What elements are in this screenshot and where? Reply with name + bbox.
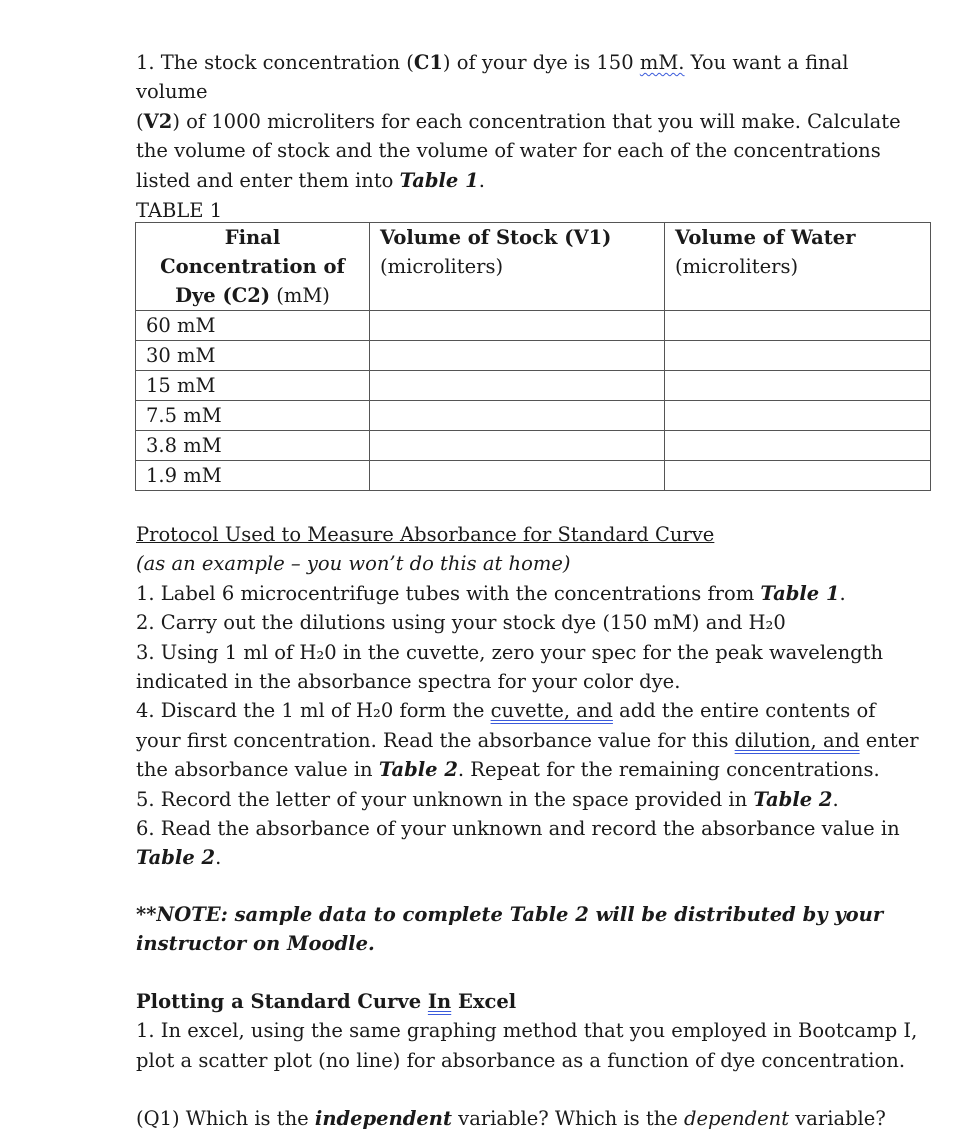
cuvette-and: cuvette, and (490, 699, 613, 723)
table2-ref: Table 2 (136, 846, 216, 870)
text-run: ) of 1000 microliters for each concentration that you will make. Calculate the volume of stock and the volume of water for each of the concentrations listed and enter them into (136, 109, 901, 192)
text-run: ) of your dye is 150 (442, 51, 640, 74)
concentration-cell: 3.8 mM (136, 431, 370, 461)
question-1 (136, 1104, 926, 1133)
water-volume-cell[interactable] (665, 371, 931, 401)
table-row (136, 431, 931, 461)
table2-ref: Table 2 (378, 758, 458, 782)
protocol-step-1: 1. Label 6 microcentrifuge tubes with the concentrations from Table 1. (136, 581, 846, 605)
text-run: ( (136, 109, 144, 133)
text-run: 1. The stock concentration ( (136, 51, 414, 74)
table2-ref: Table 2 (753, 787, 833, 811)
independent-word: independent (314, 1107, 452, 1130)
protocol-step-5: 5. Record the letter of your unknown in the space provided in Table 2. (136, 787, 839, 811)
table1-caption: TABLE 1 (136, 199, 223, 222)
question-1-text: (Q1) Which is the independent variable? Which is the dependent variable? (136, 1107, 886, 1130)
water-volume-cell[interactable] (665, 461, 931, 491)
plotting-step-1: 1. In excel, using the same graphing method that you employed in Bootcamp I, plot a scatter plot (no line) for absorbance as a function of dye concentration. (136, 1019, 918, 1072)
stock-volume-cell[interactable] (370, 431, 665, 461)
concentration-cell: 7.5 mM (136, 401, 370, 431)
table-header-row (136, 223, 931, 311)
protocol-step-2: 2. Carry out the dilutions using your stock dye (150 mM) and H₂0 (136, 611, 786, 635)
step1-text (136, 48, 926, 195)
header-final-concentration: Final Concentration of Dye (C2) (mM) (136, 223, 370, 311)
stock-volume-cell[interactable] (370, 311, 665, 341)
v2-label: V2 (143, 109, 173, 133)
table-row (136, 311, 931, 341)
stock-volume-cell[interactable] (370, 341, 665, 371)
protocol-subtitle: (as an example – you won’t do this at home) (136, 552, 571, 576)
mm-unit: mM. (639, 51, 685, 74)
protocol-step-4: 4. Discard the 1 ml of H₂0 form the cuvette, and add the entire contents of your first concentration. Read the absorbance value for this dilution, and enter the absorbance value in Table 2. Repeat for the remaining concentrations. (136, 699, 919, 782)
water-volume-cell[interactable] (665, 311, 931, 341)
table1-ref: Table 1 (760, 581, 840, 605)
text-run: . (478, 168, 485, 192)
dilution-and: dilution, and (734, 728, 860, 752)
protocol-title: Protocol Used to Measure Absorbance for Standard Curve (136, 523, 715, 546)
plotting-title: Plotting a Standard Curve In Excel (136, 990, 517, 1013)
intro-paragraph (136, 48, 926, 195)
table-row (136, 371, 931, 401)
concentration-cell: 30 mM (136, 341, 370, 371)
protocol-section (136, 520, 926, 873)
water-volume-cell[interactable] (665, 341, 931, 371)
protocol-step-3: 3. Using 1 ml of H₂0 in the cuvette, zero your spec for the peak wavelength indicated in the absorbance spectra for your color dye. (136, 640, 884, 694)
table-row (136, 341, 931, 371)
water-volume-cell[interactable] (665, 431, 931, 461)
in-word: In (427, 990, 452, 1013)
concentration-cell: 60 mM (136, 311, 370, 341)
header-volume-stock: Volume of Stock (V1) (microliters) (370, 223, 665, 311)
c1-label: C1 (413, 51, 443, 74)
table-row (136, 401, 931, 431)
concentration-cell: 15 mM (136, 371, 370, 401)
protocol-step-6: 6. Read the absorbance of your unknown and record the absorbance value in Table 2. (136, 817, 900, 870)
text-run: You want a final volume (136, 51, 849, 104)
note-text: **NOTE: sample data to complete Table 2 will be distributed by your instructor on Moodle. (136, 903, 884, 956)
table1 (135, 222, 931, 491)
stock-volume-cell[interactable] (370, 371, 665, 401)
water-volume-cell[interactable] (665, 401, 931, 431)
note-section (136, 900, 926, 959)
concentration-cell: 1.9 mM (136, 461, 370, 491)
stock-volume-cell[interactable] (370, 401, 665, 431)
plotting-section (136, 987, 926, 1075)
table1-ref: Table 1 (399, 168, 479, 192)
table-row (136, 461, 931, 491)
header-volume-water: Volume of Water (microliters) (665, 223, 931, 311)
stock-volume-cell[interactable] (370, 461, 665, 491)
dependent-word: dependent (684, 1107, 790, 1130)
